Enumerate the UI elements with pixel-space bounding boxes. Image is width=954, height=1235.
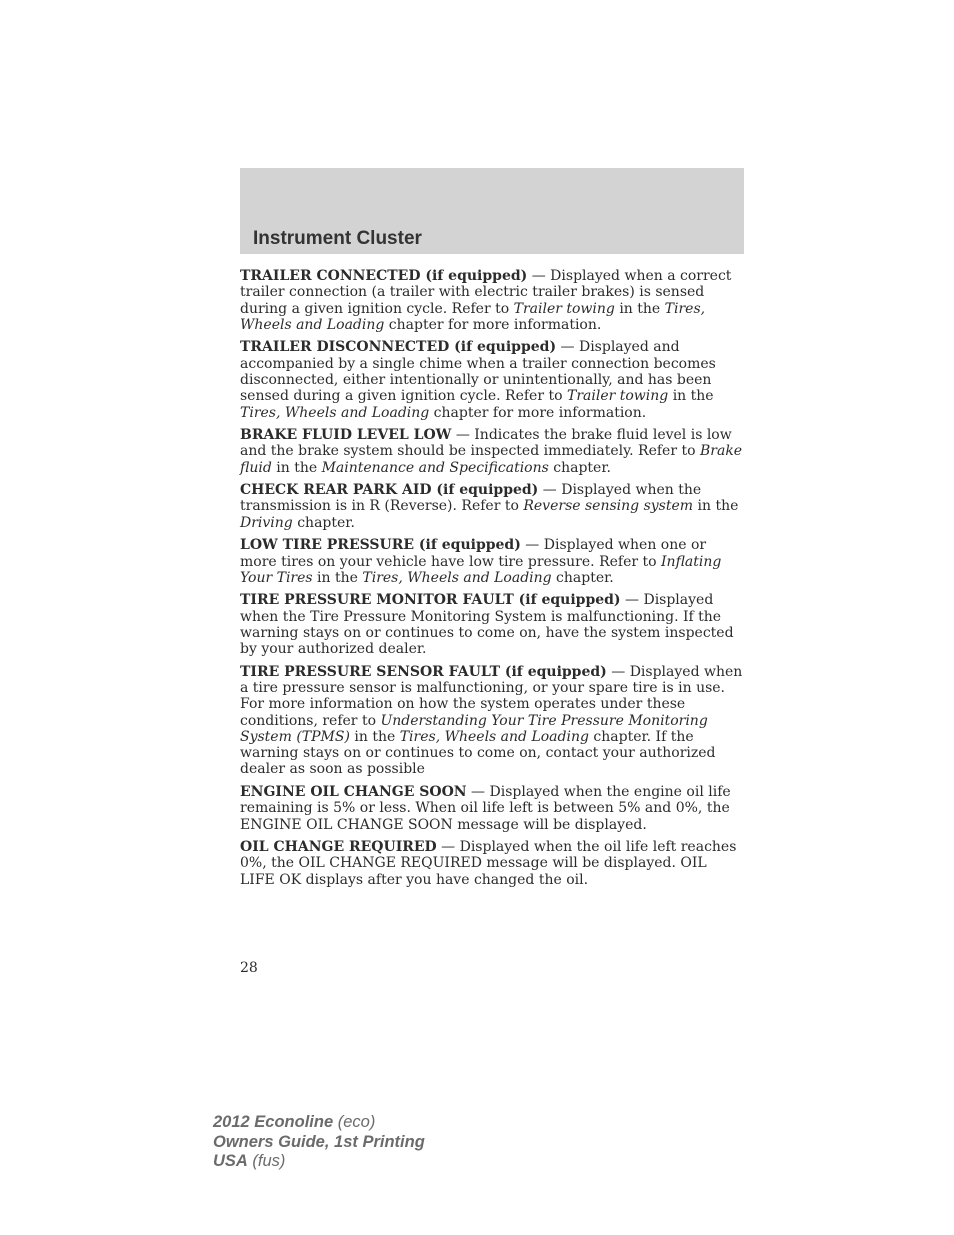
section-title: Instrument Cluster xyxy=(253,228,422,249)
footer-line-edition: Owners Guide, 1st Printing xyxy=(213,1132,425,1151)
page-number: 28 xyxy=(240,960,258,976)
paragraph-trailer-disconnected: TRAILER DISCONNECTED (if equipped) — Displayed and accompanied by a single chime when a trailer connection becomes disconnected, either intentionally or unintentionally, and has been sensed during a given ignition cycle. Refer to Trailer towing in the Tires, Wheels and Loading chapter for more information. xyxy=(240,339,716,421)
paragraph-oil-change-required: OIL CHANGE REQUIRED — Displayed when the oil life left reaches 0%, the OIL CHANGE REQUIRED message will be displayed. OIL LIFE OK displays after you have changed the oil. xyxy=(240,839,737,888)
footer-line-market: USA (fus) xyxy=(213,1152,286,1170)
body-text xyxy=(240,268,744,894)
paragraph-check-rear-park-aid: CHECK REAR PARK AID (if equipped) — Displayed when the transmission is in R (Reverse). Refer to Reverse sensing system in the Driving chapter. xyxy=(240,482,739,531)
paragraph-tire-pressure-sensor-fault: TIRE PRESSURE SENSOR FAULT (if equipped) — Displayed when a tire pressure sensor is malfunctioning, or your spare tire is in use. For more information on how the system operates under these conditions, refer to Understanding Your Tire Pressure Monitoring System (TPMS) in the Tires, Wheels and Loading chapter. If the warning stays on or continues to come on, contact your authorized dealer as soon as possible xyxy=(240,663,743,778)
paragraph-brake-fluid-level-low: BRAKE FLUID LEVEL LOW — Indicates the brake fluid level is low and the brake system should be inspected immediately. Refer to Brake fluid in the Maintenance and Specifications chapter. xyxy=(240,427,743,476)
paragraph-trailer-connected: TRAILER CONNECTED (if equipped) — Displayed when a correct trailer connection (a trailer with electric trailer brakes) is sensed during a given ignition cycle. Refer to Trailer towing in the Tires, Wheels and Loading chapter for more information. xyxy=(240,268,732,333)
paragraph-low-tire-pressure: LOW TIRE PRESSURE (if equipped) — Displayed when one or more tires on your vehicle have low tire pressure. Refer to Inflating Your Tires in the Tires, Wheels and Loading chapter. xyxy=(240,537,722,586)
chapter-header-band xyxy=(240,168,744,254)
paragraph-tire-pressure-monitor-fault: TIRE PRESSURE MONITOR FAULT (if equipped) — Displayed when the Tire Pressure Monitoring System is malfunctioning. If the warning stays on or continues to come on, have the system inspected by your authorized dealer. xyxy=(240,592,734,658)
paragraph-engine-oil-change-soon: ENGINE OIL CHANGE SOON — Displayed when the engine oil life remaining is 5% or less. When oil life left is between 5% and 0%, the ENGINE OIL CHANGE SOON message will be displayed. xyxy=(240,783,731,833)
footer-line-model: 2012 Econoline (eco) xyxy=(213,1113,376,1131)
document-footer xyxy=(213,1113,425,1172)
